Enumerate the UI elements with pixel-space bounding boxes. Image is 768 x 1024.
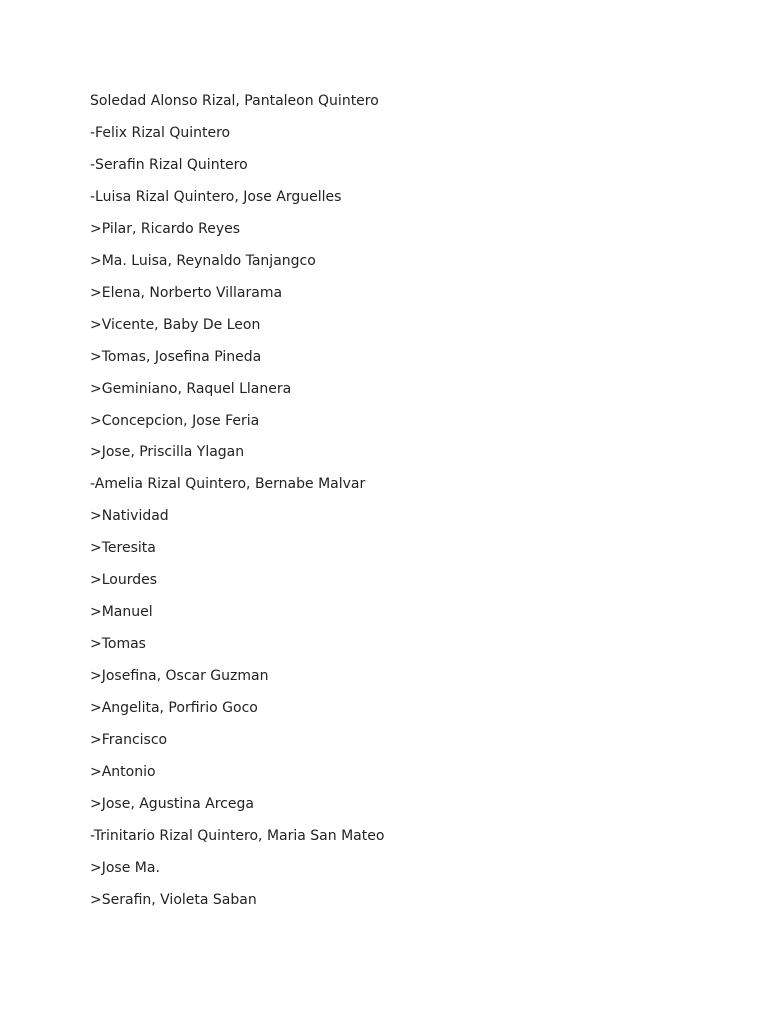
list-item: >Vicente, Baby De Leon xyxy=(90,316,261,333)
list-item: Soledad Alonso Rizal, Pantaleon Quintero xyxy=(90,93,379,109)
list-item: >Josefina, Oscar Guzman xyxy=(90,668,269,685)
list-item: >Jose Ma. xyxy=(90,859,160,876)
list-item: >Concepcion, Jose Feria xyxy=(90,412,260,429)
list-item: >Lourdes xyxy=(90,572,158,589)
list-item: >Angelita, Porfirio Goco xyxy=(90,700,258,717)
list-item: >Tomas xyxy=(90,636,146,653)
list-item: >Jose, Agustina Arcega xyxy=(90,795,254,812)
list-item: >Pilar, Ricardo Reyes xyxy=(90,220,241,237)
list-item: >Jose, Priscilla Ylagan xyxy=(90,444,245,461)
list-item: -Felix Rizal Quintero xyxy=(90,124,231,141)
list-item: >Ma. Luisa, Reynaldo Tanjangco xyxy=(90,252,316,269)
list-item: >Elena, Norberto Villarama xyxy=(90,284,283,301)
list-item: >Manuel xyxy=(90,604,153,621)
family-list xyxy=(90,91,384,922)
list-item: >Serafin, Violeta Saban xyxy=(90,891,257,908)
list-item: >Natividad xyxy=(90,508,169,525)
list-item: >Tomas, Josefina Pineda xyxy=(90,348,262,365)
list-item: >Geminiano, Raquel Llanera xyxy=(90,380,292,397)
list-item: -Serafin Rizal Quintero xyxy=(90,156,248,173)
list-item: -Amelia Rizal Quintero, Bernabe Malvar xyxy=(90,476,366,493)
list-item: >Teresita xyxy=(90,540,156,557)
list-item: -Luisa Rizal Quintero, Jose Arguelles xyxy=(90,188,342,205)
list-item: >Francisco xyxy=(90,732,168,749)
list-item: >Antonio xyxy=(90,764,156,781)
list-item: -Trinitario Rizal Quintero, Maria San Mateo xyxy=(90,827,385,844)
